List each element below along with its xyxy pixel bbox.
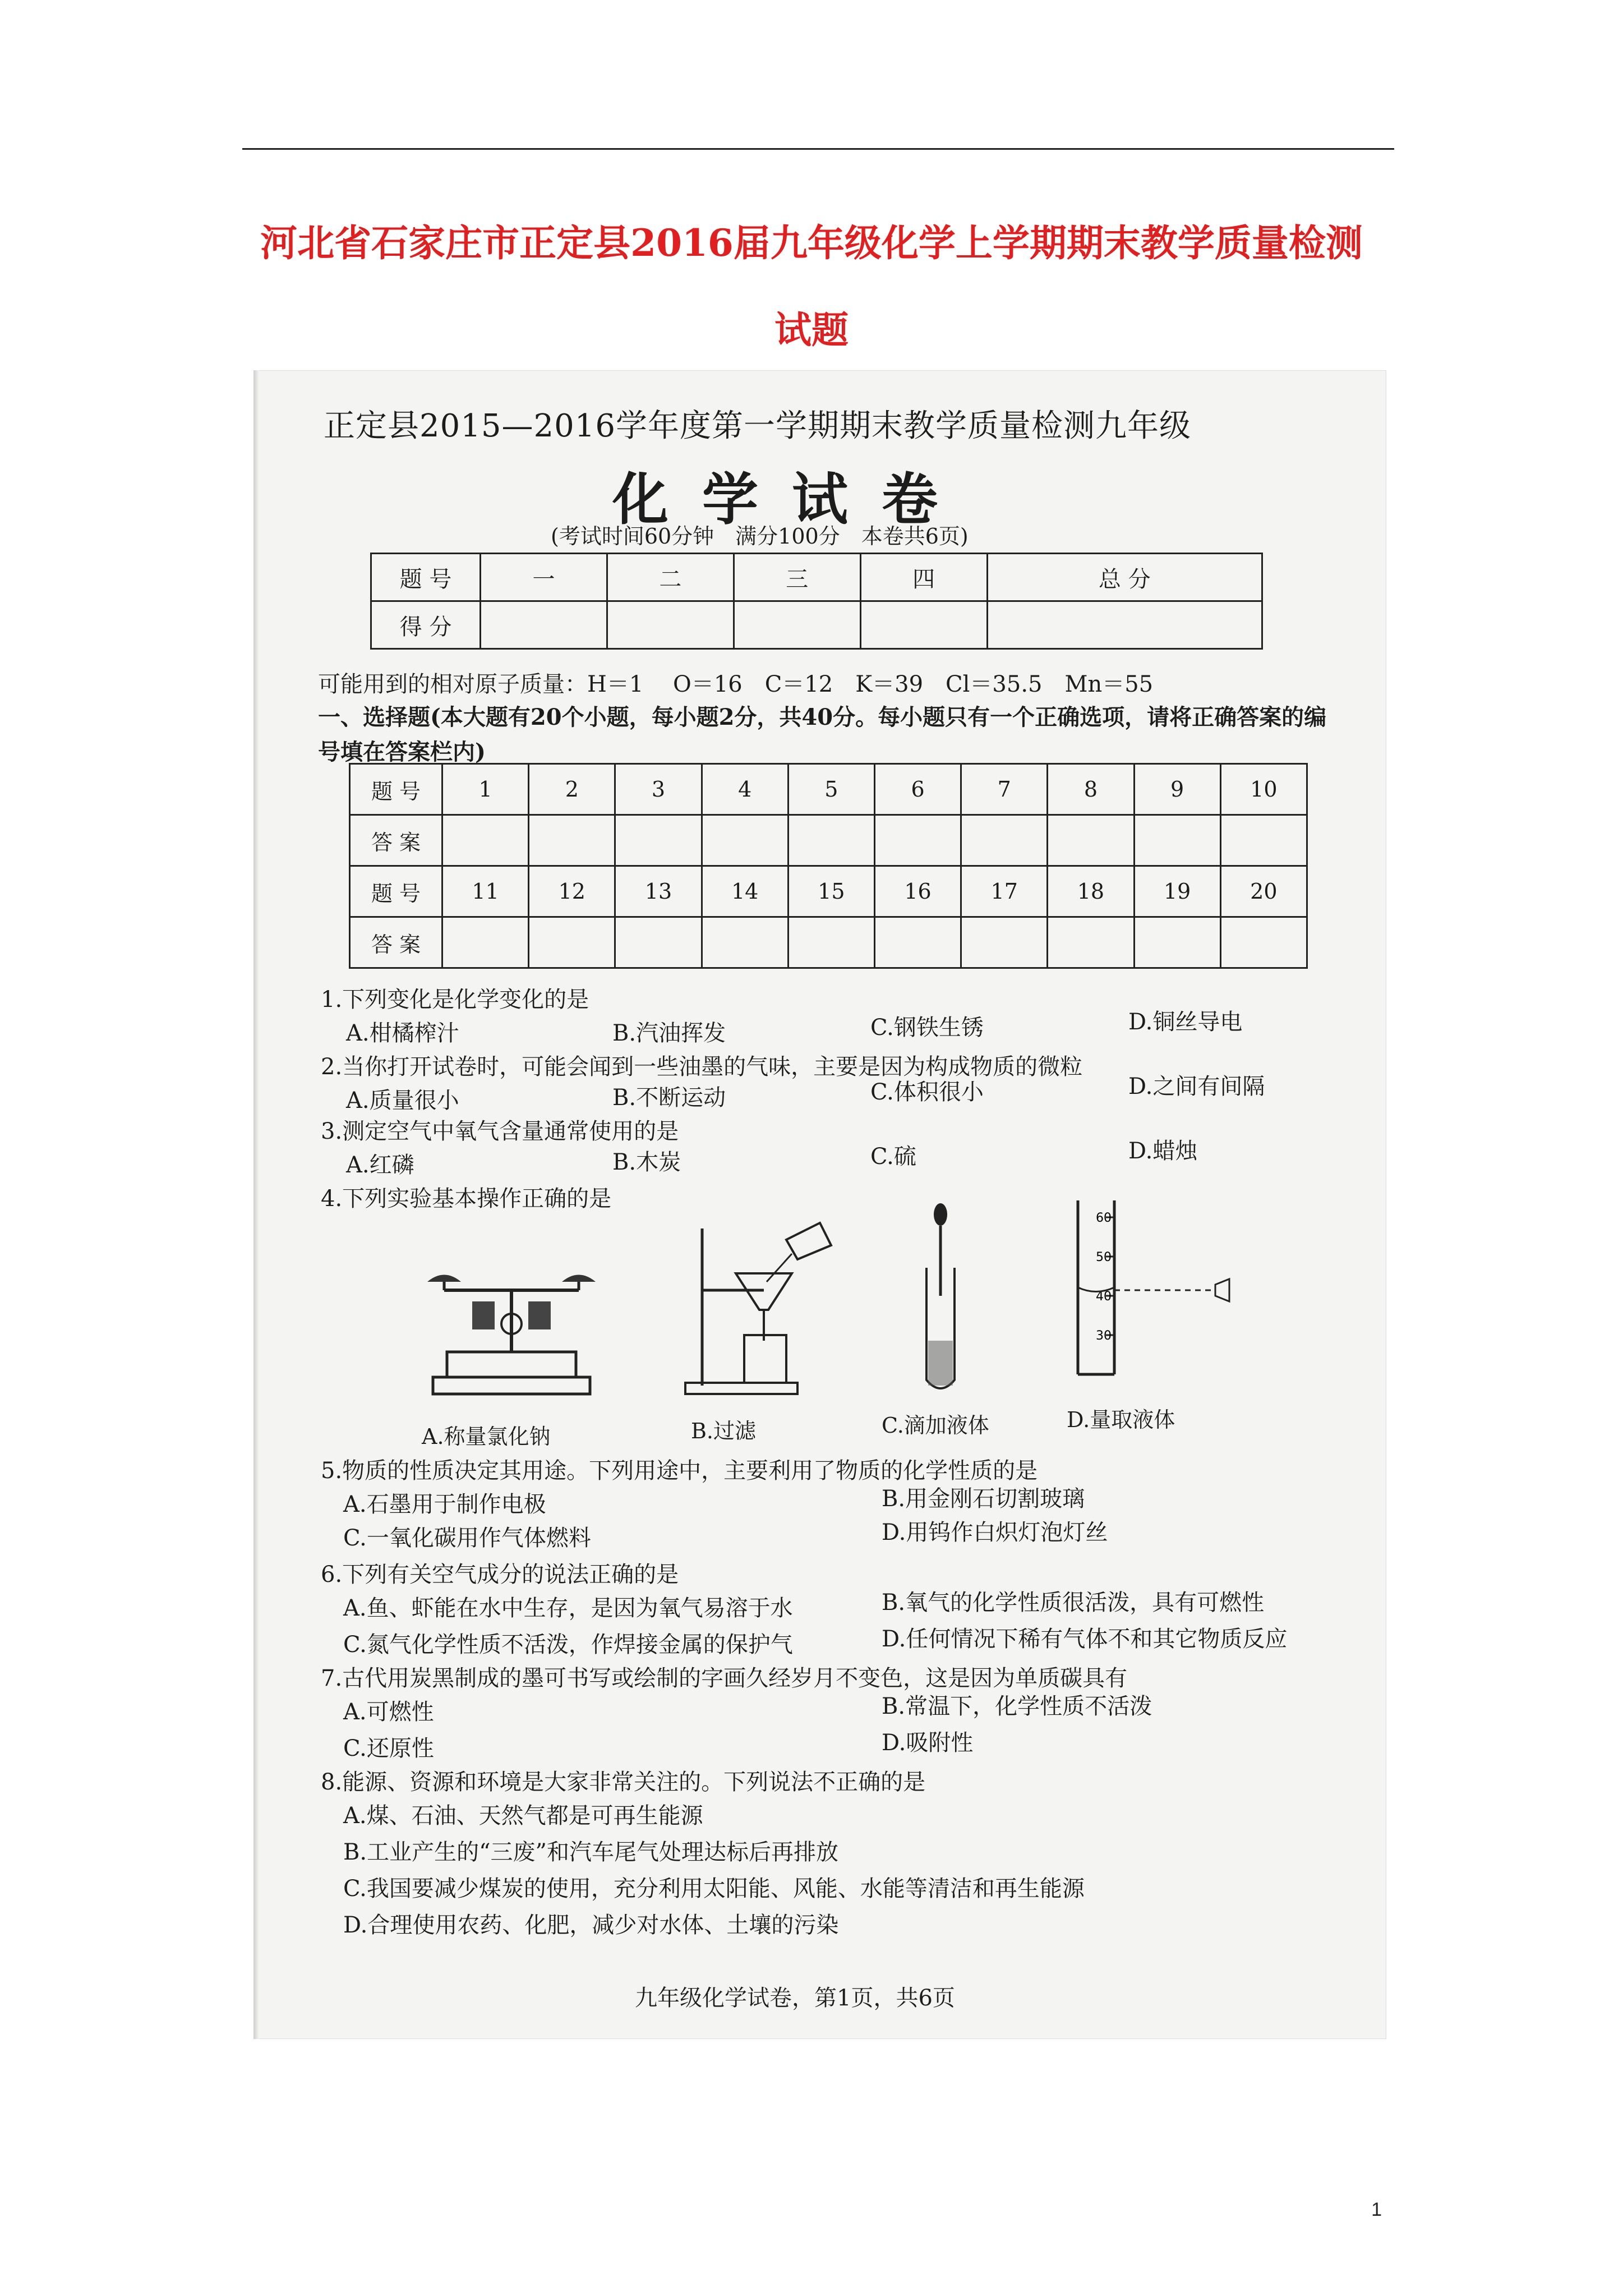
answer-num: 1: [442, 764, 529, 815]
question-option: D.吸附性: [882, 1730, 974, 1756]
cylinder-mark: 40: [1096, 1290, 1112, 1304]
question-option: A.柑橘榨汁: [346, 1020, 459, 1046]
exam-title: 化学试卷: [612, 466, 971, 532]
figure-label: A.称量氯化钠: [422, 1424, 551, 1449]
score-header-cell: 题 号: [371, 554, 481, 601]
question-option: D.任何情况下稀有气体不和其它物质反应: [882, 1626, 1288, 1652]
score-blank-cell: [481, 601, 607, 649]
question-option: C.还原性: [343, 1736, 434, 1761]
question-option: B.工业产生的“三废”和汽车尾气处理达标后再排放: [343, 1839, 839, 1865]
question-option: A.质量很小: [346, 1088, 459, 1114]
answer-blank: [702, 917, 788, 968]
answer-num: 4: [702, 764, 788, 815]
answer-blank: [874, 815, 961, 866]
score-table: [370, 553, 1263, 650]
dropper-figure: [910, 1200, 971, 1402]
question-option: D.铜丝导电: [1128, 1009, 1243, 1035]
answer-blank: [1134, 917, 1220, 968]
answer-label: 题 号: [350, 866, 442, 917]
exam-subtitle: (考试时间60分钟 满分100分 本卷共6页): [551, 524, 969, 549]
answer-blank: [961, 815, 1048, 866]
question-option: D.蜡烛: [1128, 1138, 1198, 1164]
question-option: C.钢铁生锈: [870, 1015, 984, 1041]
score-label-cell: 得 分: [371, 601, 481, 649]
answer-blank: [1048, 917, 1134, 968]
answer-num: 11: [442, 866, 529, 917]
answer-blank: [529, 815, 615, 866]
answer-num: 14: [702, 866, 788, 917]
answer-num: 3: [615, 764, 702, 815]
score-table-row: [371, 554, 1262, 601]
answer-row: [350, 815, 1307, 866]
page-number: 1: [1371, 2199, 1382, 2220]
answer-num: 17: [961, 866, 1048, 917]
question-stem: 7.古代用炭黑制成的墨可书写或绘制的字画久经岁月不变色，这是因为单质碳具有: [321, 1665, 1128, 1691]
question-option: B.不断运动: [612, 1085, 726, 1111]
answer-blank: [1048, 815, 1134, 866]
answer-row: [350, 866, 1307, 917]
figure-label: D.量取液体: [1067, 1407, 1175, 1432]
section-one-heading: 一、选择题(本大题有20个小题，每小题2分，共40分。每小题只有一个正确选项，请将正确答案的编号填在答案栏内): [318, 704, 1327, 765]
cylinder-figure: [1061, 1195, 1241, 1386]
answer-num: 7: [961, 764, 1048, 815]
answer-row: [350, 764, 1307, 815]
filtration-figure: [680, 1212, 848, 1402]
question-option: B.木炭: [612, 1149, 681, 1175]
question-option: D.合理使用农药、化肥，减少对水体、土壤的污染: [343, 1912, 839, 1938]
answer-table: [349, 763, 1308, 969]
answer-num: 12: [529, 866, 615, 917]
question-option: C.我国要减少煤炭的使用，充分利用太阳能、风能、水能等清洁和再生能源: [343, 1876, 1085, 1902]
question-stem: 5.物质的性质决定其用途。下列用途中，主要利用了物质的化学性质的是: [321, 1458, 1038, 1484]
score-header-cell: 三: [734, 554, 860, 601]
question-option: B.常温下，化学性质不活泼: [882, 1694, 1152, 1719]
answer-blank: [961, 917, 1048, 968]
answer-blank: [1134, 815, 1220, 866]
figure-label: B.过滤: [691, 1419, 757, 1443]
question-option: C.一氧化碳用作气体燃料: [343, 1525, 591, 1551]
answer-blank: [702, 815, 788, 866]
question-option: D.用钨作白炽灯泡灯丝: [882, 1520, 1108, 1545]
question-option: A.红磷: [346, 1152, 414, 1178]
balance-figure: [422, 1228, 601, 1402]
question-option: D.之间有间隔: [1128, 1074, 1265, 1099]
top-rule: [242, 148, 1394, 150]
answer-num: 20: [1220, 866, 1307, 917]
question-option: A.鱼、虾能在水中生存，是因为氧气易溶于水: [343, 1595, 793, 1621]
answer-num: 6: [874, 764, 961, 815]
question-option: B.用金刚石切割玻璃: [882, 1486, 1085, 1512]
question-stem: 6.下列有关空气成分的说法正确的是: [321, 1562, 679, 1588]
answer-num: 19: [1134, 866, 1220, 917]
answer-num: 16: [874, 866, 961, 917]
answer-blank: [874, 917, 961, 968]
question-stem: 8.能源、资源和环境是大家非常关注的。下列说法不正确的是: [321, 1769, 926, 1795]
answer-num: 18: [1048, 866, 1134, 917]
question-stem: 3.测定空气中氧气含量通常使用的是: [321, 1119, 679, 1144]
score-table-row: [371, 601, 1262, 649]
exam-footer: 九年级化学试卷，第1页，共6页: [635, 1985, 955, 2011]
score-header-cell: 四: [860, 554, 987, 601]
question-option: B.汽油挥发: [612, 1020, 726, 1046]
cylinder-mark: 50: [1096, 1250, 1112, 1264]
score-header-cell: 一: [481, 554, 607, 601]
question-option: A.煤、石油、天然气都是可再生能源: [343, 1803, 703, 1829]
question-stem: 4.下列实验基本操作正确的是: [321, 1186, 612, 1212]
document-title-continued: 试题: [774, 308, 849, 352]
answer-blank: [788, 917, 874, 968]
question-stem: 1.下列变化是化学变化的是: [321, 987, 589, 1013]
answer-num: 2: [529, 764, 615, 815]
answer-blank: [442, 815, 529, 866]
question-option: A.石墨用于制作电极: [343, 1492, 546, 1517]
question-option: C.体积很小: [870, 1079, 984, 1105]
answer-num: 9: [1134, 764, 1220, 815]
score-blank-cell: [860, 601, 987, 649]
atomic-masses: 可能用到的相对原子质量：H＝1 O＝16 C＝12 K＝39 Cl＝35.5 Mn＝55: [318, 671, 1154, 697]
score-blank-cell: [607, 601, 734, 649]
cylinder-mark: 60: [1096, 1211, 1112, 1225]
answer-num: 8: [1048, 764, 1134, 815]
answer-blank: [1220, 917, 1307, 968]
eye-icon: [1215, 1279, 1229, 1301]
exam-header: 正定县2015—2016学年度第一学期期末教学质量检测九年级: [324, 408, 1192, 444]
answer-blank: [442, 917, 529, 968]
score-blank-cell: [987, 601, 1262, 649]
answer-label: 答 案: [350, 815, 442, 866]
scanned-exam-page: [253, 370, 1386, 2039]
score-header-cell: 二: [607, 554, 734, 601]
document-title: 河北省石家庄市正定县2016届九年级化学上学期期末教学质量检测: [260, 221, 1363, 265]
figure-label: C.滴加液体: [882, 1413, 989, 1438]
scan-edge: [253, 370, 259, 2039]
answer-blank: [615, 917, 702, 968]
answer-blank: [615, 815, 702, 866]
score-blank-cell: [734, 601, 860, 649]
question-stem: 2.当你打开试卷时，可能会闻到一些油墨的气味，主要是因为构成物质的微粒: [321, 1054, 1083, 1080]
answer-blank: [529, 917, 615, 968]
answer-num: 15: [788, 866, 874, 917]
cylinder-mark: 30: [1096, 1329, 1112, 1343]
answer-label: 题 号: [350, 764, 442, 815]
answer-num: 13: [615, 866, 702, 917]
answer-blank: [1220, 815, 1307, 866]
question-option: B.氧气的化学性质很活泼，具有可燃性: [882, 1590, 1265, 1616]
score-header-cell: 总 分: [987, 554, 1262, 601]
answer-num: 10: [1220, 764, 1307, 815]
answer-label: 答 案: [350, 917, 442, 968]
answer-num: 5: [788, 764, 874, 815]
answer-blank: [788, 815, 874, 866]
question-option: C.氮气化学性质不活泼，作焊接金属的保护气: [343, 1632, 793, 1658]
answer-row: [350, 917, 1307, 968]
question-option: C.硫: [870, 1144, 916, 1170]
question-option: A.可燃性: [343, 1699, 434, 1725]
